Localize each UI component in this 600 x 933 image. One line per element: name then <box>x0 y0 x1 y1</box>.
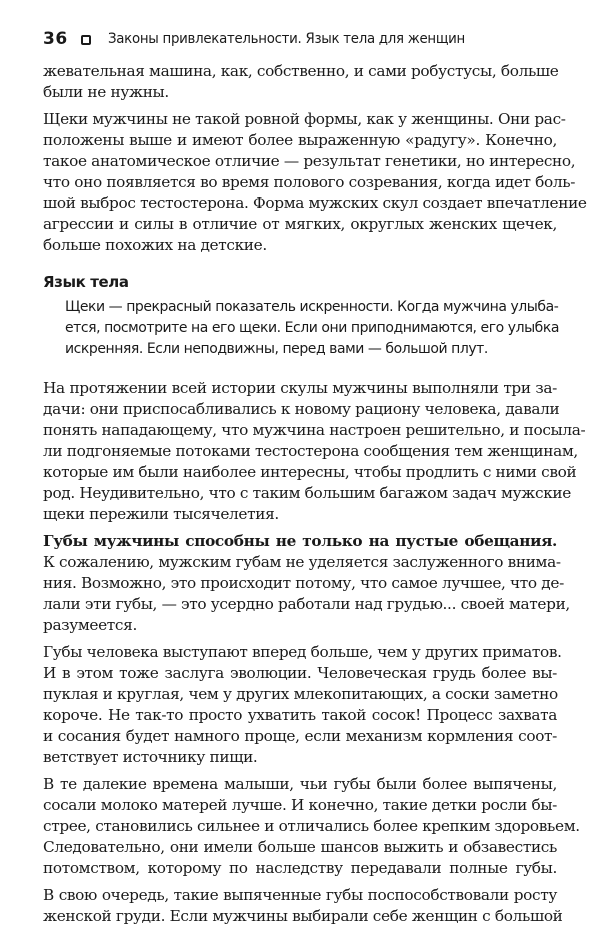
text-line: были не нужны. <box>43 83 169 101</box>
paragraph-5 <box>43 642 562 768</box>
text-line: На протяжении всей истории скулы мужчины выполняли три за- <box>43 379 557 397</box>
text-line: И в этом тоже заслуга эволюции. Человеческая грудь более вы- <box>43 664 557 682</box>
paragraph-1 <box>43 61 557 103</box>
running-title: Законы привлекательности. Язык тела для женщин <box>108 31 465 47</box>
paragraph-6 <box>43 774 580 879</box>
text-line: Щеки мужчины не такой ровной формы, как у женщины. Они рас- <box>43 110 566 128</box>
text-line: В те далекие времена малыши, чьи губы были более выпячены, <box>43 775 557 793</box>
text-line: которые им были наиболее интересны, чтобы продлить с ними свой <box>43 463 577 481</box>
text-line: потомством, которому по наследству передавали полные губы. <box>43 859 557 877</box>
text-line: что оно появляется во время полового созревания, когда идет боль- <box>43 173 576 191</box>
text-line: женской груди. Если мужчины выбирали себе женщин с большой <box>43 907 563 925</box>
text-line: стрее, становились сильнее и отличались более крепким здоровьем. <box>43 817 580 835</box>
text-line: шой выброс тестостерона. Форма мужских скул создает впечатление <box>43 194 587 212</box>
square-icon <box>81 35 91 45</box>
text-line: Следовательно, они имели больше шансов выжить и обзавестись <box>43 838 557 856</box>
text-line: ется, посмотрите на его щеки. Если они приподнимаются, его улыбка <box>65 320 560 336</box>
text-line: положены выше и имеют более выраженную «радугу». Конечно, <box>43 131 557 149</box>
paragraph-3 <box>43 378 586 525</box>
paragraph-7 <box>43 885 563 927</box>
text-line: ния. Возможно, это происходит потому, что самое лучшее, что де- <box>43 574 564 592</box>
page-body <box>43 61 587 933</box>
bold-lead-line: Губы мужчины способны не только на пустые обещания. <box>43 532 557 550</box>
text-line: и сосания будет намного проще, если механизм кормления соот- <box>43 727 557 745</box>
text-line: короче. Не так-то просто ухватить такой сосок! Процесс захвата <box>43 706 557 724</box>
text-line: жевательная машина, как, собственно, и сами робустусы, больше <box>43 62 559 80</box>
text-line: ли подгоняемые потоками тестостерона сообщения тем женщинам, <box>43 442 578 460</box>
text-line: ветствует источнику пищи. <box>43 748 258 766</box>
text-line: лали эти губы, — это усердно работали над грудью... своей матери, <box>43 595 570 613</box>
page-header <box>43 28 563 50</box>
text-line: агрессии и силы в отличие от мягких, округлых женских щечек, <box>43 215 557 233</box>
paragraph-4 <box>43 531 570 636</box>
section-heading: Язык тела <box>43 273 129 291</box>
text-line: разумеется. <box>43 616 137 634</box>
text-line: щеки пережили тысячелетия. <box>43 505 279 523</box>
paragraph-2 <box>43 109 587 256</box>
text-line: К сожалению, мужским губам не уделяется заслуженного внима- <box>43 553 561 571</box>
text-line: искренняя. Если неподвижны, перед вами — большой плут. <box>65 341 488 357</box>
text-line: больше похожих на детские. <box>43 236 267 254</box>
page-number: 36 <box>43 29 68 49</box>
text-line: сосали молоко матерей лучше. И конечно, такие детки росли бы- <box>43 796 557 814</box>
sidebar-note <box>43 297 560 360</box>
text-line: такое анатомическое отличие — результат генетики, но интересно, <box>43 152 576 170</box>
text-line: род. Неудивительно, что с таким большим багажом задач мужские <box>43 484 571 502</box>
text-line: пуклая и круглая, чем у других млекопитающих, а соски заметно <box>43 685 558 703</box>
text-line: дачи: они приспосабливались к новому рациону человека, давали <box>43 400 560 418</box>
text-line: понять нападающему, что мужчина настроен решительно, и посыла- <box>43 421 586 439</box>
text-line: Щеки — прекрасный показатель искренности. Когда мужчина улыба- <box>65 299 559 315</box>
text-line: Губы человека выступают вперед больше, чем у других приматов. <box>43 643 562 661</box>
text-line: В свою очередь, такие выпяченные губы поспособствовали росту <box>43 886 557 904</box>
